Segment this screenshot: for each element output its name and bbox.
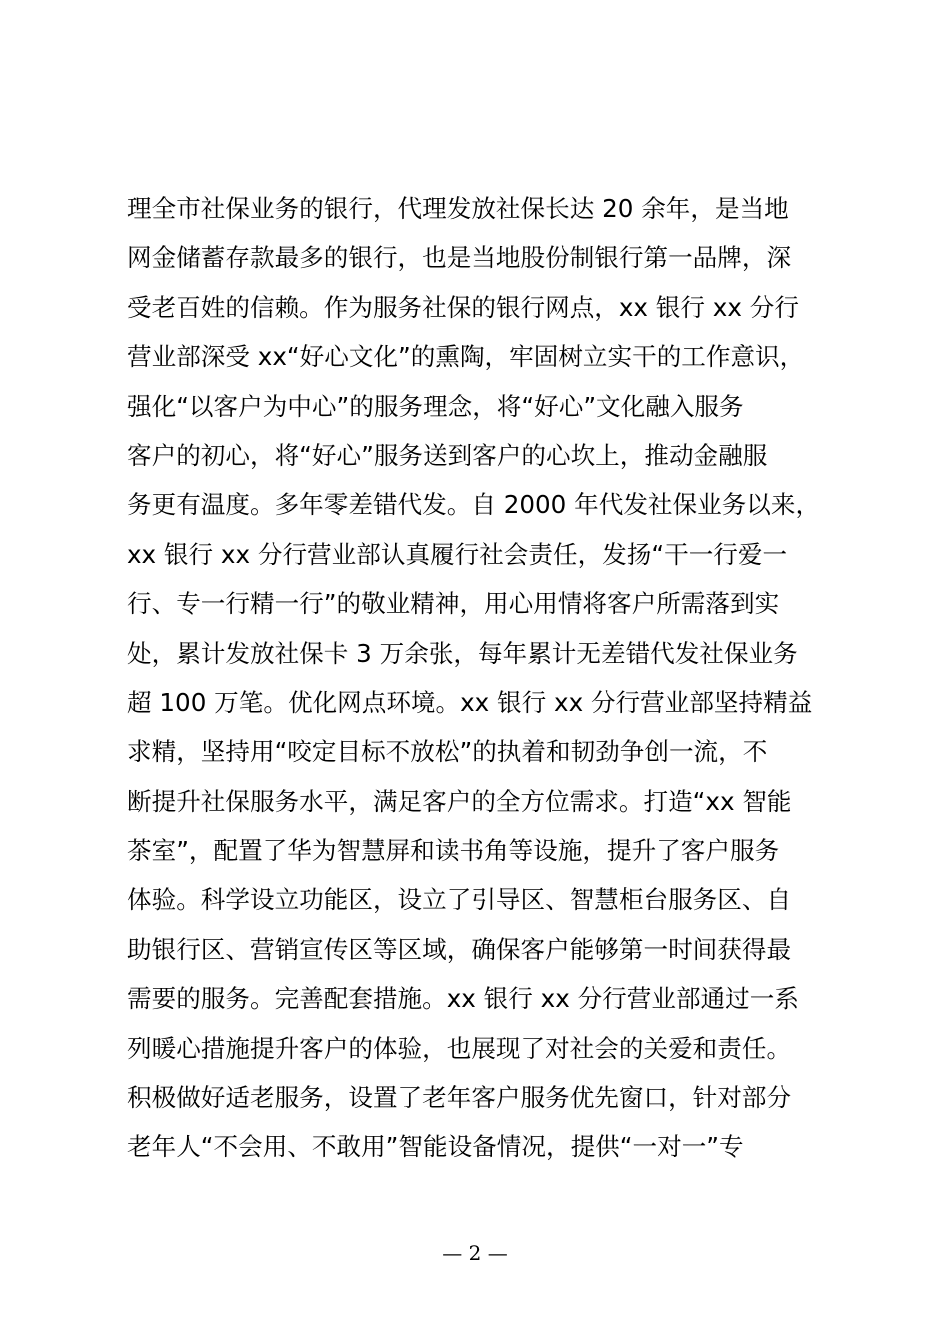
text-line: 网金储蓄存款最多的银行，也是当地股份制银行第一品牌，深: [127, 243, 792, 273]
text-line: 茶室”，配置了华为智慧屏和读书角等设施，提升了客户服务: [127, 836, 780, 866]
text-line: 行、专一行精一行”的敬业精神，用心用情将客户所需落到实: [127, 589, 780, 619]
text-line: 超 100 万笔。优化网点环境。xx 银行 xx 分行营业部坚持精益: [127, 687, 813, 717]
text-line: 务更有温度。多年零差错代发。自 2000 年代发社保业务以来，: [127, 490, 821, 520]
text-line: 积极做好适老服务，设置了老年客户服务优先窗口，针对部分: [127, 1083, 792, 1113]
text-line: 处，累计发放社保卡 3 万余张，每年累计无差错代发社保业务: [127, 638, 798, 668]
text-line: 强化“以客户为中心”的服务理念，将“好心”文化融入服务: [127, 391, 744, 421]
text-line: 断提升社保服务水平，满足客户的全方位需求。打造“xx 智能: [127, 786, 792, 816]
body-paragraph: [127, 184, 867, 1172]
page-number: — 2 —: [442, 1241, 508, 1265]
text-line: 助银行区、营销宣传区等区域，确保客户能够第一时间获得最: [127, 934, 792, 964]
text-line: 列暖心措施提升客户的体验，也展现了对社会的关爱和责任。: [127, 1033, 792, 1063]
text-line: xx 银行 xx 分行营业部认真履行社会责任，发扬“干一行爱一: [127, 539, 788, 569]
text-line: 求精，坚持用“咬定目标不放松”的执着和韧劲争创一流，不: [127, 737, 768, 767]
text-line: 体验。科学设立功能区，设立了引导区、智慧柜台服务区、自: [127, 885, 792, 915]
text-line: 受老百姓的信赖。作为服务社保的银行网点，xx 银行 xx 分行: [127, 292, 799, 322]
text-line: 老年人“不会用、不敢用”智能设备情况，提供“一对一”专: [127, 1132, 744, 1162]
text-line: 营业部深受 xx“好心文化”的熏陶，牢固树立实干的工作意识，: [127, 342, 805, 372]
text-line: 理全市社保业务的银行，代理发放社保长达 20 余年，是当地: [127, 194, 789, 223]
text-line: 需要的服务。完善配套措施。xx 银行 xx 分行营业部通过一系: [127, 984, 799, 1014]
text-line: 客户的初心，将“好心”服务送到客户的心坎上，推动金融服: [127, 440, 768, 470]
